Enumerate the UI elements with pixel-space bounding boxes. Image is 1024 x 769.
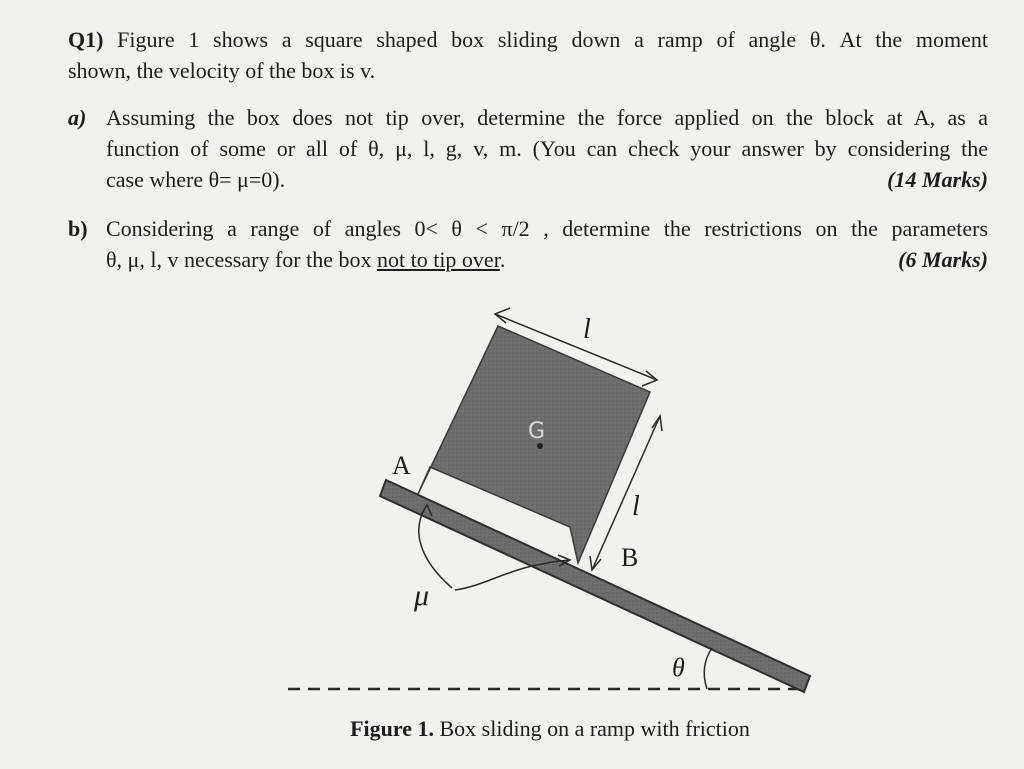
part-b-line2-prefix: θ, μ, l, v necessary for the box [106, 247, 377, 272]
label-point-b: B [621, 543, 639, 572]
part-b-line1: Considering a range of angles 0< θ < π/2 , determine the restrictions on the parameters [106, 216, 988, 241]
figure-caption-text: Box sliding on a ramp with friction [434, 716, 750, 741]
question-intro-line2: shown, the velocity of the box is v. [68, 58, 376, 83]
top-length-arrowhead-left [495, 308, 510, 323]
part-a-body [106, 102, 988, 195]
part-b-body [106, 213, 988, 275]
top-length-arrowhead-right [642, 371, 657, 386]
part-b-label: b) [68, 216, 88, 241]
angle-arc [704, 648, 712, 689]
part-b-line2-suffix: . [499, 247, 506, 272]
part-a-line2: function of some or all of θ, μ, l, g, v, m. (You can check your answer by considering the [106, 136, 988, 161]
label-point-a: A [392, 451, 411, 480]
label-length-top: l [583, 314, 591, 345]
question-number: Q1) [68, 27, 104, 52]
label-center-of-mass: G [528, 419, 546, 444]
label-angle: θ [672, 653, 685, 682]
label-length-side: l [632, 491, 640, 522]
question-intro [68, 24, 988, 86]
part-b-line2-underlined: not to tip over [376, 247, 500, 272]
part-a-marks: (14 Marks) [887, 167, 988, 192]
figure-ramp-diagram [0, 290, 1024, 710]
figure-caption [0, 716, 1024, 742]
figure-caption-prefix: Figure 1. [350, 716, 434, 741]
label-friction-coefficient: μ [414, 579, 430, 612]
part-a-label: a) [68, 105, 87, 130]
part-a-line1: Assuming the box does not tip over, determine the force applied on the block at A, as a [106, 105, 988, 130]
part-b-marks: (6 Marks) [898, 247, 988, 272]
question-intro-line1: Figure 1 shows a square shaped box sliding down a ramp of angle θ. At the moment [117, 27, 988, 52]
part-a-line3: case where θ= μ=0). [106, 167, 286, 192]
